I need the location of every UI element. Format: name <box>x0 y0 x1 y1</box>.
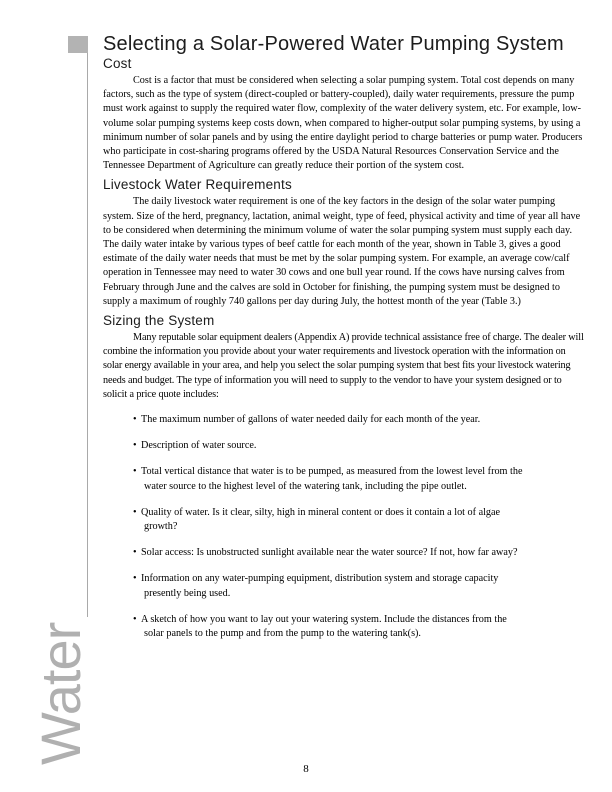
bullet-line: • Information on any water-pumping equipment, distribution system and storage capacity <box>141 573 499 585</box>
page-number: 8 <box>303 763 309 775</box>
paragraph-livestock: The daily livestock water requirement is one of the key factors in the design of the solar water pumping system. Size of the herd, pregnancy, lactation, animal weight, type of feed, physical activity and time of year all have to be considered when determining the minimum volume of water the solar pumping system must supply each day. The daily water intake by various types of beef cattle for each month of the year, shown in Table 3, gives a good estimate of the daily water needs that must be met by the solar pumping system. For example, an average cow/calf operation in Tennessee may need to water 30 cows and one bull year round. If the cows have nursing calves from February through June and the calves are sold in October for finishing, the pumping system must be designed to supply a maximum of roughly 740 gallons per day during July, the hottest month of the year (Table 3.) <box>103 196 581 307</box>
bullet-item-water-source <box>141 439 573 453</box>
text-column <box>103 33 587 653</box>
heading-sizing-the-system: Sizing the System <box>103 313 215 329</box>
bullet-line: • Description of water source. <box>141 440 257 452</box>
bullet-line: • The maximum number of gallons of water needed daily for each month of the year. <box>141 414 481 426</box>
quote-info-bullet-list <box>103 413 587 641</box>
bullet-line: solar panels to the pump and from the pump to the watering tank(s). <box>144 628 421 640</box>
paragraph-cost: Cost is a factor that must be considered when selecting a solar pumping system. Total cost depends on many factors, such as the type of system (direct-coupled or battery-coupled), daily water requirements, pressure the pump must work against to supply the required water flow, complexity of the water delivery system, etc. For example, low-volume solar pumping systems keep costs down, when compared to higher-output solar pumping systems, by using a minimum number of solar panels and by using the entire daylight period to charge batteries or pump water. Producers who participate in cost-sharing programs offered by the USDA Natural Resources Conservation Service and the Tennessee Department of Agriculture can greatly reduce their portion of the system cost. <box>103 75 583 172</box>
bullet-item-water-quality <box>141 506 573 534</box>
accent-square <box>68 36 88 53</box>
margin-rule <box>87 53 88 617</box>
margin-watermark-label: Water <box>29 622 92 765</box>
bullet-line: • Total vertical distance that water is to be pumped, as measured from the lowest level from the <box>141 466 523 478</box>
bullet-line: growth? <box>144 521 178 533</box>
bullet-item-existing-equipment <box>141 572 573 600</box>
bullet-item-solar-access <box>141 546 573 560</box>
bullet-line: • A sketch of how you want to lay out your watering system. Include the distances from the <box>141 613 507 625</box>
bullet-line: water source to the highest level of the watering tank, including the pipe outlet. <box>144 480 467 492</box>
page-title: Selecting a Solar-Powered Water Pumping System <box>103 33 564 55</box>
bullet-line: • Quality of water. Is it clear, silty, high in mineral content or does it contain a lot of algae <box>141 506 501 518</box>
bullet-item-vertical-distance <box>141 465 573 493</box>
heading-cost: Cost <box>103 56 132 71</box>
bullet-item-layout-sketch <box>141 613 573 641</box>
heading-livestock-water-requirements: Livestock Water Requirements <box>103 177 292 193</box>
paragraph-sizing: Many reputable solar equipment dealers (Appendix A) provide technical assistance free of charge. The dealer will combine the information you provide about your water requirements and livestock operation with the information on solar energy available in your area, and help you select the solar pumping system that best fits your livestock watering needs and budget. The type of information you will need to supply to the vendor to have your system designed or to solicit a price quote includes: <box>103 332 584 400</box>
bullet-item-gallons <box>141 413 573 427</box>
bullet-line: presently being used. <box>144 587 231 599</box>
bullet-line: • Solar access: Is unobstructed sunlight available near the water source? If not, how far away? <box>141 547 518 559</box>
